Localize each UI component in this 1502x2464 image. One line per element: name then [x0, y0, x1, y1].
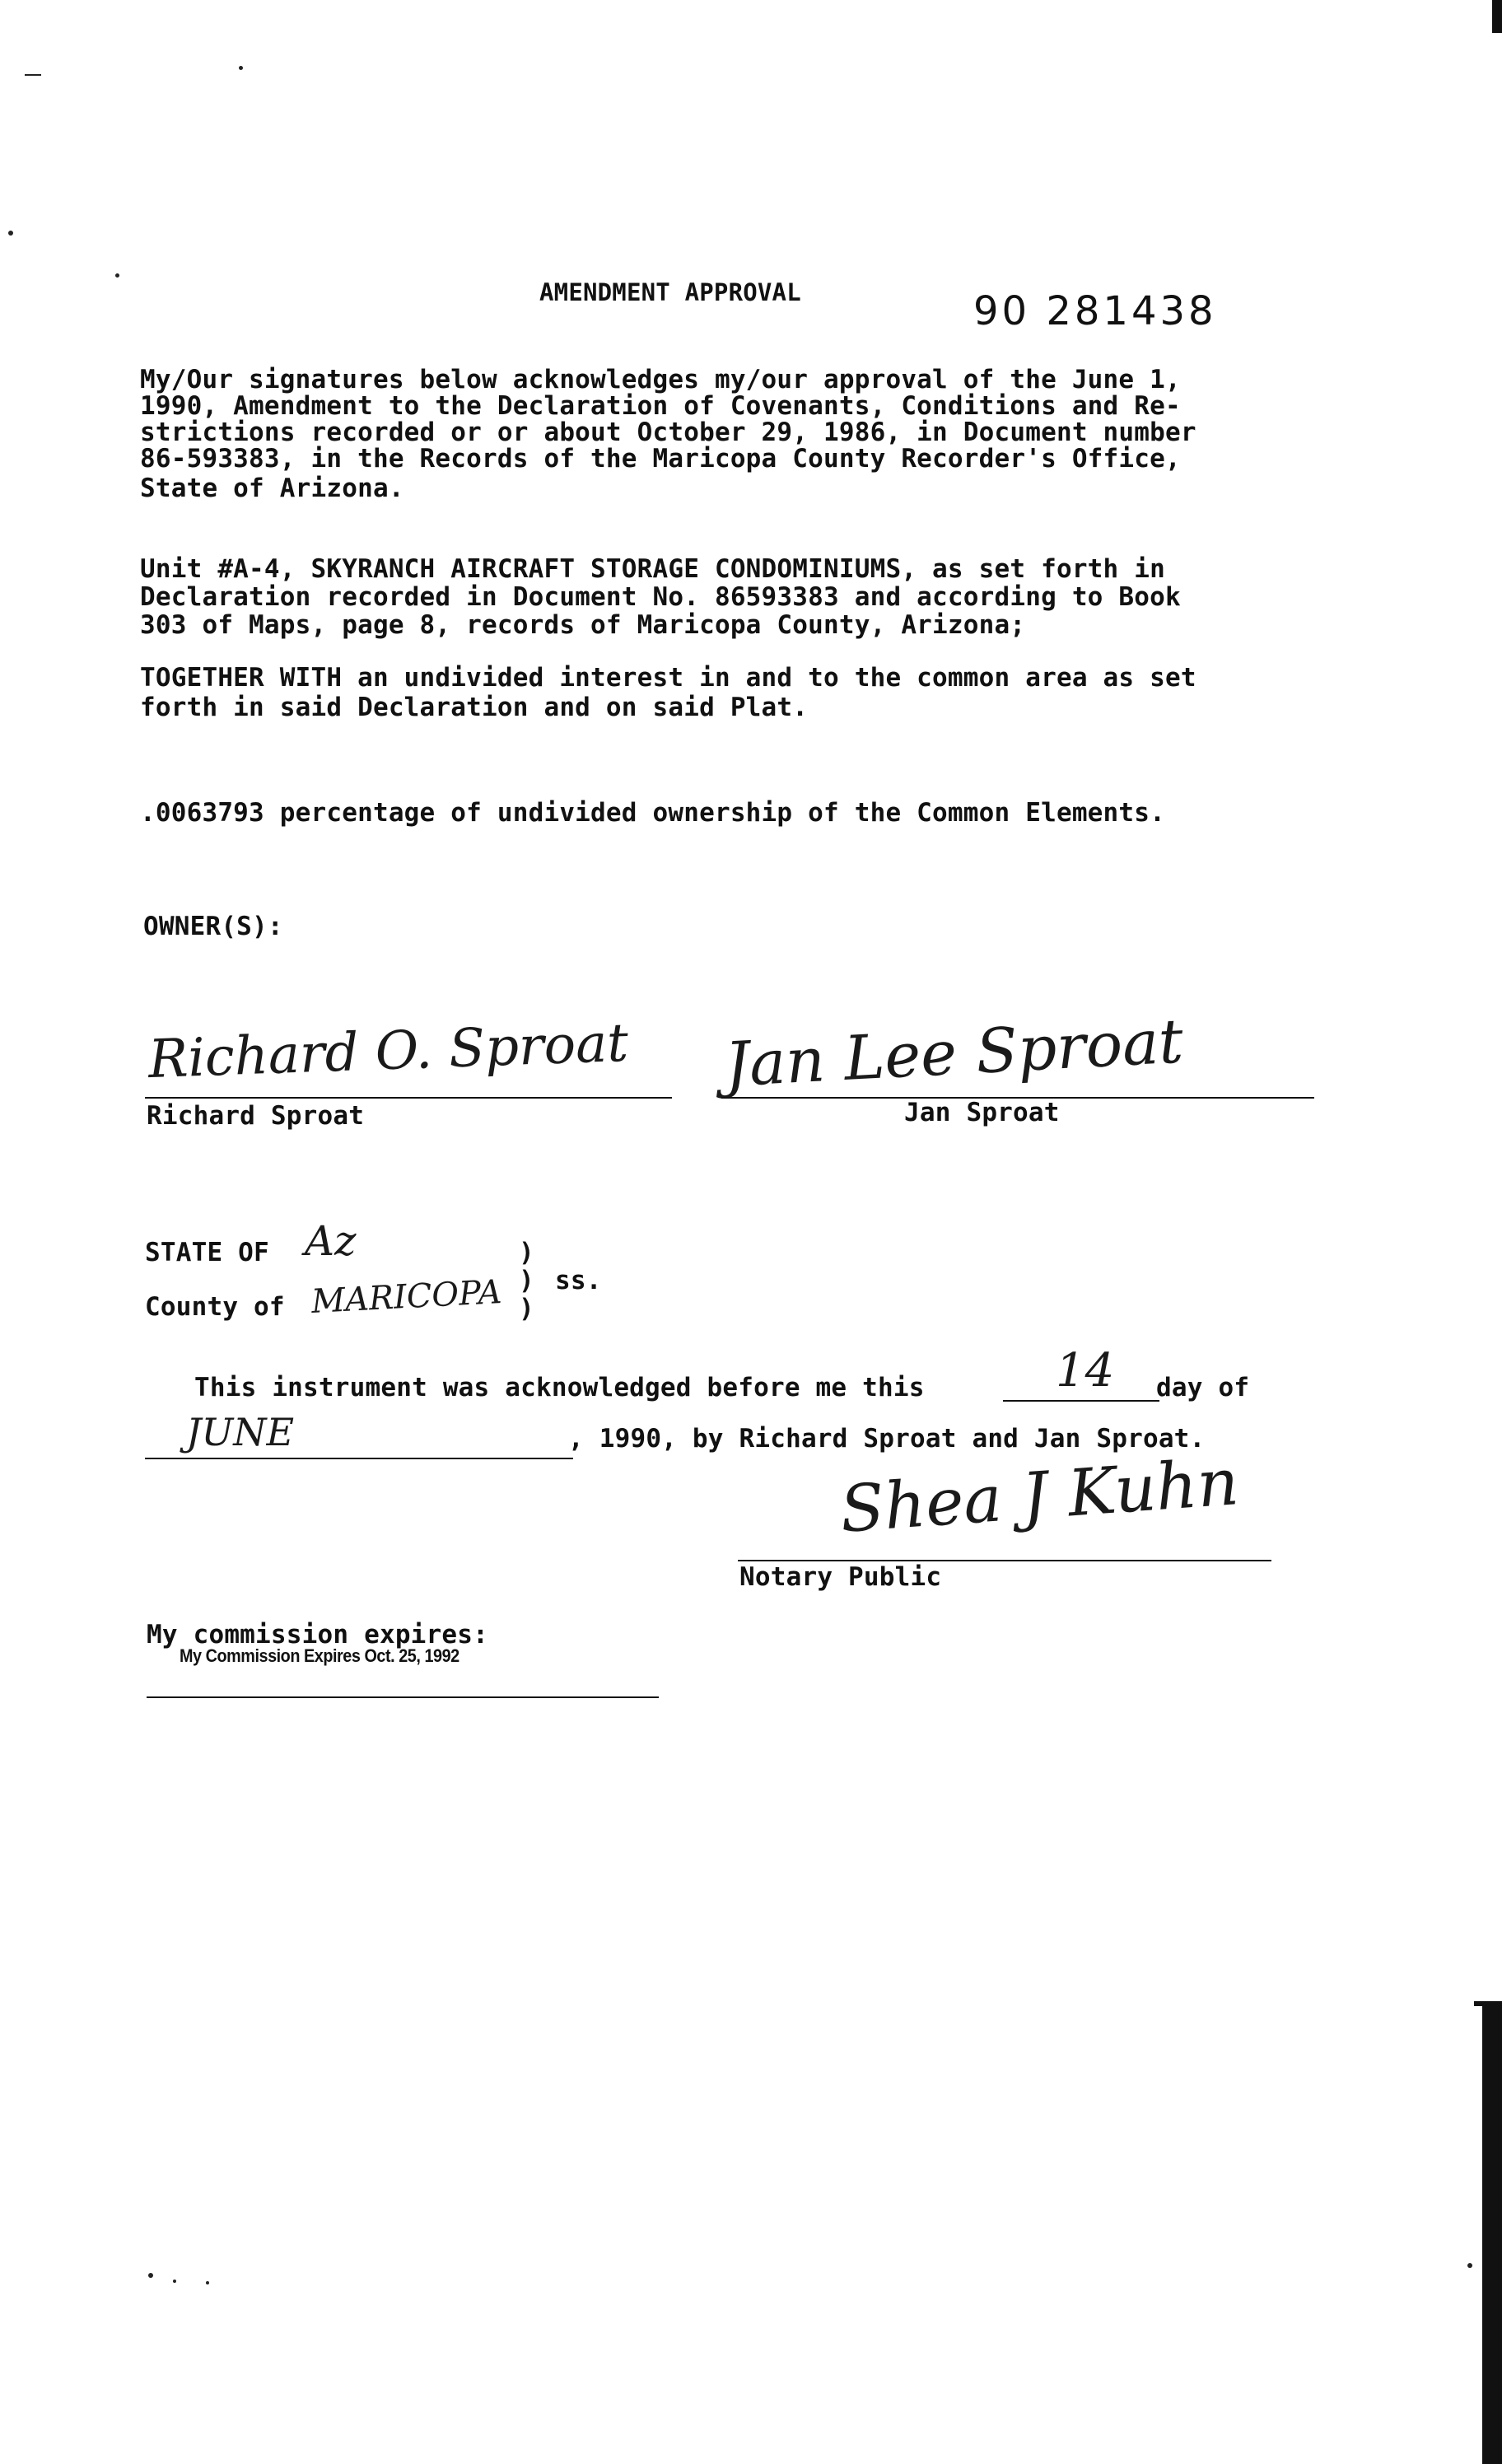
scan-speck: [173, 2280, 176, 2283]
notary-signature: Shea J Kuhn: [837, 1445, 1242, 1547]
bracket-bottom: ): [519, 1294, 534, 1323]
paragraph-together-line-2: forth in said Declaration and on said Plat.: [140, 693, 809, 722]
paragraph-approval-line-1: My/Our signatures below acknowledges my/our approval of the June 1,: [140, 365, 1181, 394]
scan-speck: [239, 66, 243, 70]
owner1-name: Richard Sproat: [147, 1101, 365, 1131]
owner1-signature: Richard O. Sproat: [147, 1012, 630, 1091]
state-label: STATE OF: [145, 1238, 269, 1267]
bracket-middle: ): [519, 1266, 534, 1295]
paragraph-approval-line-4: 86-593383, in the Records of the Maricopa County Recorder's Office,: [140, 444, 1181, 474]
acknowledgment-month: JUNE: [186, 1410, 295, 1454]
scan-speck: [25, 74, 41, 76]
owners-label: OWNER(S):: [143, 912, 283, 941]
acknowledgment-prefix: This instrument was acknowledged before me this: [194, 1373, 925, 1402]
paragraph-approval-line-3: strictions recorded or or about October 29, 1986, in Document number: [140, 418, 1196, 447]
paragraph-unit-line-2: Declaration recorded in Document No. 86593383 and according to Book: [140, 582, 1181, 612]
scan-edge-right-top: [1492, 0, 1502, 33]
scan-speck: [148, 2273, 153, 2278]
commission-label: My commission expires:: [147, 1620, 488, 1650]
acknowledgment-day: 14: [1056, 1344, 1115, 1398]
bracket-top: ): [519, 1238, 534, 1267]
owner2-signature: Jan Lee Sproat: [723, 1006, 1185, 1101]
scan-edge-right-bar: [1474, 2001, 1502, 2006]
paragraph-approval-line-2: 1990, Amendment to the Declaration of Covenants, Conditions and Re-: [140, 391, 1181, 421]
scan-edge-right-bottom: [1482, 2001, 1502, 2464]
document-title: AMENDMENT APPROVAL: [539, 278, 801, 306]
scan-speck: [1467, 2263, 1472, 2268]
paragraph-approval-line-5: State of Arizona.: [140, 474, 404, 503]
county-value: MARICOPA: [310, 1272, 503, 1322]
ss-label: ss.: [555, 1266, 602, 1295]
acknowledgment-suffix: day of: [1156, 1373, 1250, 1402]
paragraph-unit-line-1: Unit #A-4, SKYRANCH AIRCRAFT STORAGE CONDOMINIUMS, as set forth in: [140, 554, 1165, 584]
owner2-name: Jan Sproat: [904, 1098, 1060, 1127]
notary-public-label: Notary Public: [739, 1562, 942, 1592]
acknowledgment-year-parties: , 1990, by Richard Sproat and Jan Sproat.: [568, 1424, 1206, 1454]
state-value: Az: [305, 1217, 357, 1265]
county-label: County of: [145, 1292, 285, 1322]
day-underline: [1003, 1400, 1159, 1402]
commission-expiration-stamp: My Commission Expires Oct. 25, 1992: [180, 1645, 459, 1666]
scan-speck: [8, 231, 13, 236]
month-underline: [145, 1458, 573, 1459]
paragraph-unit-line-3: 303 of Maps, page 8, records of Maricopa County, Arizona;: [140, 610, 1026, 640]
scan-speck: [115, 273, 119, 278]
commission-line: [147, 1696, 659, 1698]
scan-speck: [206, 2281, 209, 2284]
paragraph-together-line-1: TOGETHER WITH an undivided interest in and to the common area as set: [140, 663, 1196, 693]
owner1-signature-line: [145, 1097, 672, 1099]
ownership-percentage: .0063793 percentage of undivided ownership of the Common Elements.: [140, 798, 1165, 828]
document-number: 90 281438: [973, 288, 1217, 334]
